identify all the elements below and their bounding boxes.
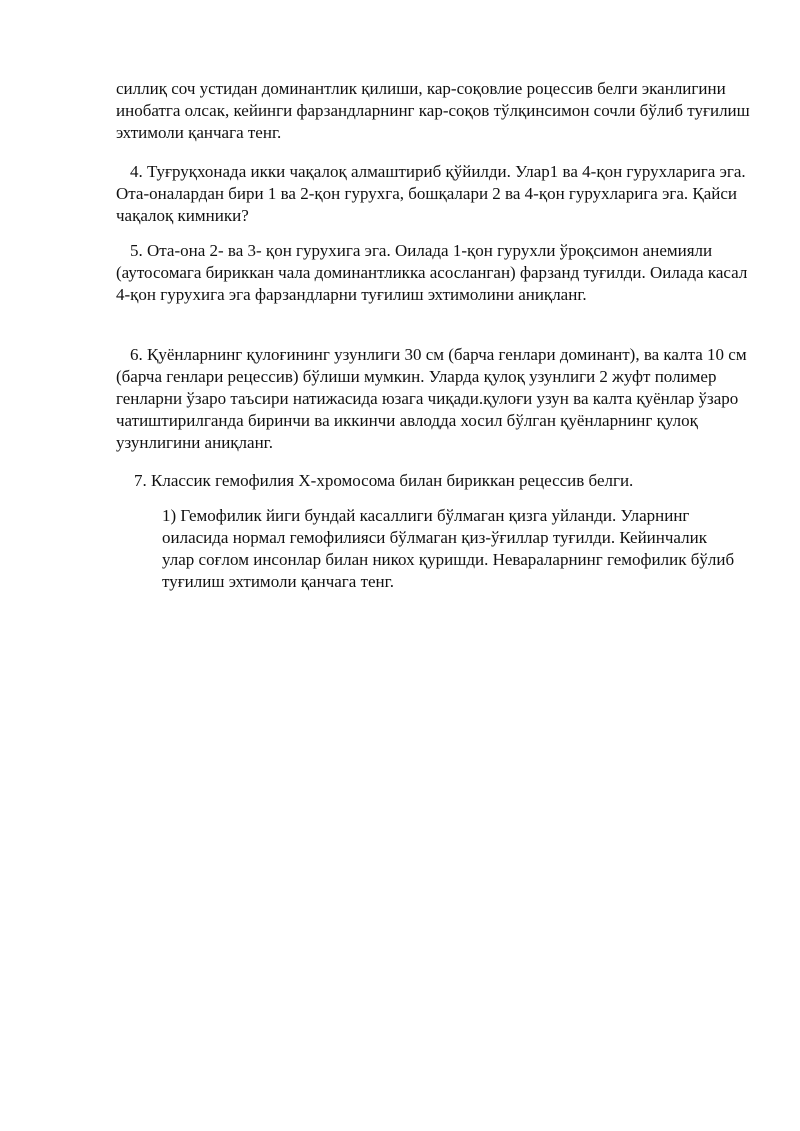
problem-7: 7. Классик гемофилия Х-хромосома билан бириккан рецессив белги. — [134, 471, 634, 490]
problem-7-subitem-1: 1) Гемофилик йиги бундай касаллиги бўлмаган қизга уйланди. Уларнинг оиласида нормал гемофилияси бўлмаган қиз-ўғиллар туғилди. Кейинчалик улар соғлом инсонлар билан никох қуришди. Невараларнинг гемофилик бўлиб туғилиш эхтимоли қанчага тенг. — [162, 506, 735, 591]
problem-5: 5. Ота-она 2- ва 3- қон гурухига эга. Оилада 1-қон гурухли ўроқсимон анемияли (аутосомага бириккан чала доминантликка асосланган) фарзанд туғилди. Оилада касал 4-қон гурухига эга фарзандларни туғилиш эхтимолини аниқланг. — [116, 241, 748, 304]
problem-6: 6. Қуёнларнинг қулоғининг узунлиги 30 см (барча генлари доминант), ва калта 10 см (барча генлари рецессив) бўлиши мумкин. Уларда қулоқ узунлиги 2 жуфт полимер генларни ўзаро таъсири натижасида юзага чиқади.қулоғи узун ва калта қуёнлар ўзаро чатиштирилганда биринчи ва иккинчи авлодда хосил бўлган қуёнларнинг қулоқ узунлигини аниқланг. — [116, 345, 747, 452]
problem-3-continuation: силлиқ соч устидан доминантлик қилиши, кар-соқовлие роцессив белги эканлигини инобатга олсак, кейинги фарзандларнинг кар-соқов тўлқинсимон сочли бўлиб туғилиш эхтимоли қанчага тенг. — [116, 79, 750, 142]
problem-4: 4. Туғруқхонада икки чақалоқ алмаштириб қўйилди. Улар1 ва 4-қон гурухларига эга. Ота-оналардан бири 1 ва 2-қон гурухга, бошқалари 2 ва 4-қон гурухларига эга. Қайси чақалоқ кимники? — [116, 162, 746, 225]
